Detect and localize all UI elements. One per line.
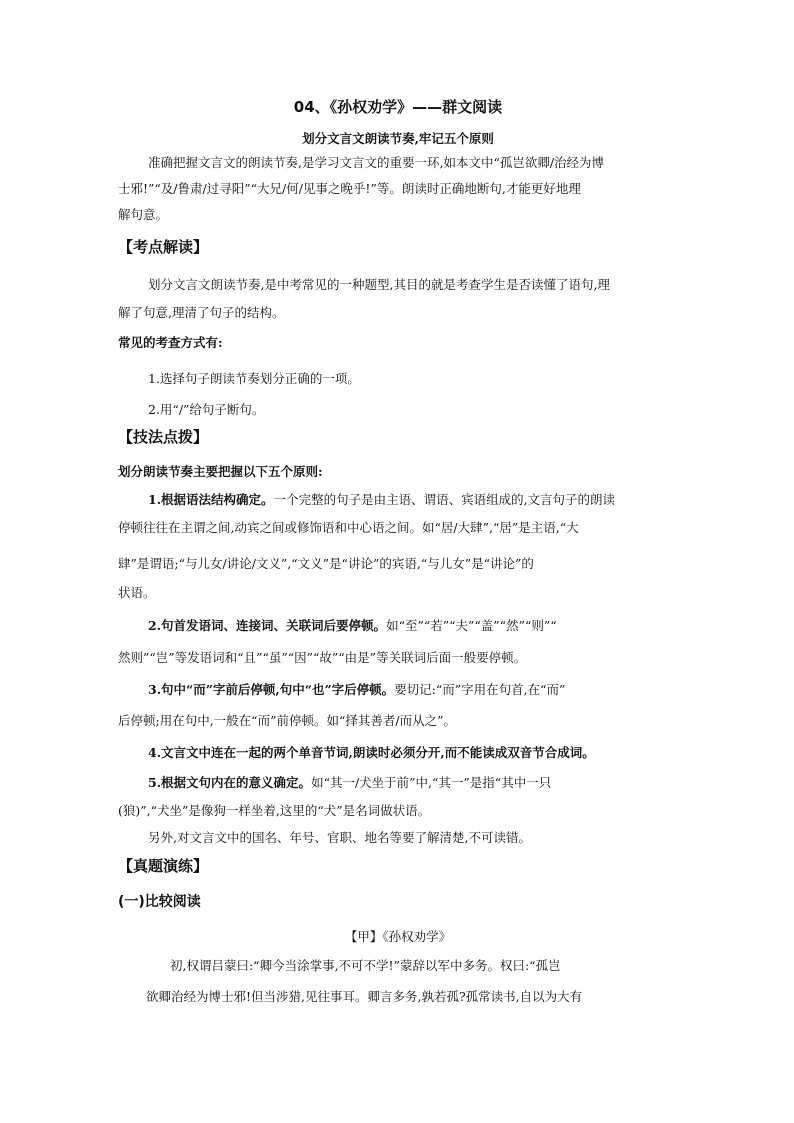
question-type-item: 1.选择句子朗读节奏划分正确的一项。 — [148, 371, 360, 386]
rule-5-lead: 5.根据文句内在的意义确定。 — [148, 775, 312, 790]
rule-2-text: 如“至”“若”“夫”“盖”“然”“则”“ — [386, 618, 557, 633]
extra-note: 另外,对文言文中的国名、年号、官职、地名等要了解清楚,不可读错。 — [148, 830, 531, 845]
comparison-reading-heading: (一)比较阅读 — [118, 894, 201, 910]
subtitle: 划分文言文朗读节奏,牢记五个原则 — [302, 131, 494, 146]
section-heading-zhenti: 【真题演练】 — [118, 857, 209, 875]
intro-line: 士邪!”“及/鲁肃/过寻阳”“大兄/何/见事之晚乎!”等。朗读时正确地断句,才能更好地理 — [118, 181, 581, 196]
principles-label: 划分朗读节奏主要把握以下五个原则: — [118, 464, 323, 479]
rule-2-line — [148, 617, 678, 635]
rule-3-text: 要切记:“而”字用在句首,在“而” — [394, 682, 566, 697]
rule-4-line: 4.文言文中连在一起的两个单音节词,朗读时必须分开,而不能读成双音节合成词。 — [148, 745, 595, 760]
rule-5-text: 如“其一/犬坐于前”中,“其一”是指“其中一只 — [311, 775, 552, 790]
intro-line: 解句意。 — [118, 207, 169, 222]
rule-2-lead: 2.句首发语词、连接词、关联词后要停顿。 — [148, 618, 387, 633]
passage-line: 初,权谓吕蒙曰:“卿今当涂掌事,不可不学!”蒙辞以军中多务。权曰:“孤岂 — [170, 958, 561, 973]
section-heading-kaodian: 【考点解读】 — [118, 238, 209, 256]
rule-1-line: 肆”是谓语;“与儿女/讲论/文义”,“文义”是“讲论”的宾语,“与儿女”是“讲论”的 — [118, 556, 534, 571]
rule-1-lead: 1.根据语法结构确定。 — [148, 492, 274, 507]
question-types-label: 常见的考查方式有: — [118, 335, 223, 350]
kaodian-para-line: 划分文言文朗读节奏,是中考常见的一种题型,其目的就是考查学生是否读懂了语句,理 — [148, 277, 610, 292]
passage-line: 欲卿治经为博士邪!但当涉猎,见往事耳。卿言多务,孰若孤?孤常读书,自以为大有 — [146, 989, 583, 1004]
intro-line: 准确把握文言文的朗读节奏,是学习文言文的重要一环,如本文中“孤岂欲卿/治经为博 — [148, 155, 605, 170]
passage-title: 【甲】《孙权劝学》 — [344, 929, 452, 944]
rule-2-line: 然则”“岂”等发语词和“且”“虽”“因”“故”“由是”等关联词后面一般要停顿。 — [118, 650, 527, 665]
page-title: 04、《孙权劝学》——群文阅读 — [293, 98, 503, 116]
rule-1-line: 状语。 — [118, 585, 156, 600]
rule-1-text: 一个完整的句子是由主语、谓语、宾语组成的,文言句子的朗读 — [273, 492, 616, 507]
section-heading-jifa: 【技法点拨】 — [118, 428, 209, 446]
kaodian-para-line: 解了句意,理清了句子的结构。 — [118, 305, 285, 320]
rule-3-line — [148, 681, 678, 699]
rule-5-line: (狼)”,“犬坐”是像狗一样坐着,这里的“犬”是名词做状语。 — [118, 803, 431, 818]
question-type-item: 2.用“/”给句子断句。 — [148, 402, 265, 417]
rule-3-line: 后停顿;用在句中,一般在“而”前停顿。如“择其善者/而从之”。 — [118, 713, 456, 728]
rule-1-line: 停顿往往在主谓之间,动宾之间或修饰语和中心语之间。如“居/大肆”,“居”是主语,“大 — [118, 520, 579, 535]
rule-1-line — [148, 491, 678, 509]
rule-5-line — [148, 774, 678, 792]
rule-3-lead: 3.句中“而”字前后停顿,句中“也”字后停顿。 — [148, 682, 395, 697]
